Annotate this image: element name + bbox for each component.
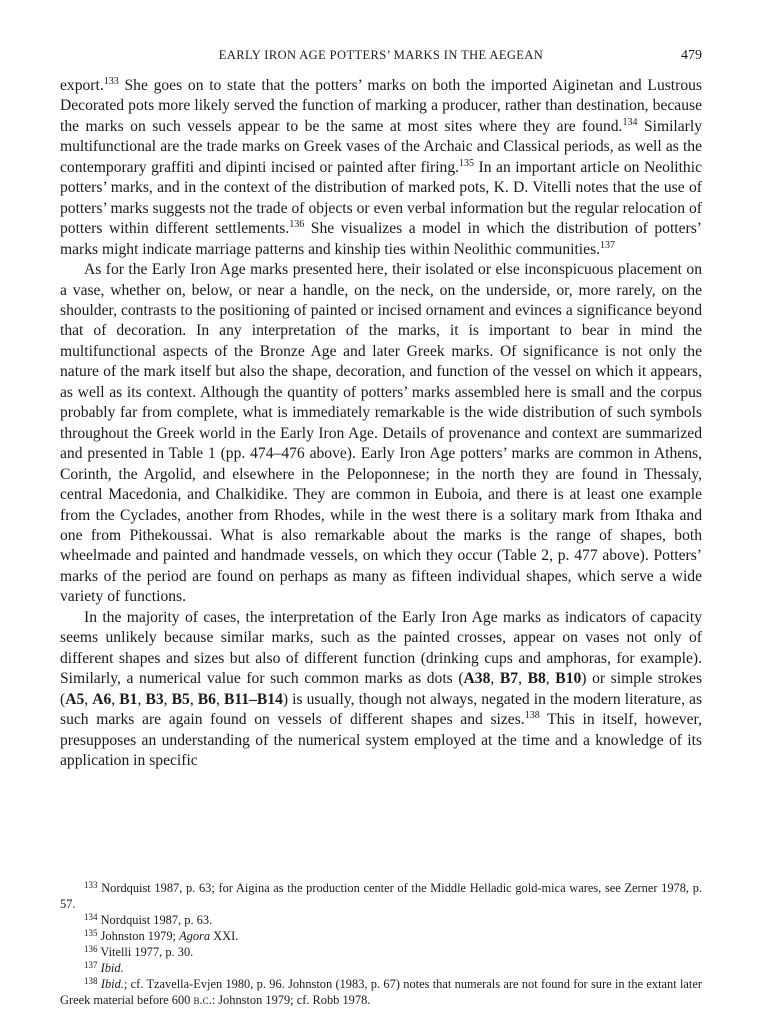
- footnote-number: 135: [84, 928, 98, 938]
- footnote-ref-138: 138: [524, 710, 540, 722]
- catalog-ref: B11–B14: [223, 690, 283, 708]
- footnote-text: Vitelli 1977, p. 30.: [100, 945, 194, 959]
- separator: ,: [490, 670, 500, 688]
- footnote-text: ; cf. Tzavella-Evjen 1980, p. 96. Johnston (1983, p. 67) notes that numerals are not found for sure in the extant later Greek material before 600: [60, 977, 702, 1007]
- text-segment: This in itself, however, presupposes an understanding of the numerical system employed at the time and a knowledge of its application in specific: [60, 711, 702, 769]
- paragraph-1: [60, 76, 702, 260]
- footnote-text: : Johnston 1979; cf. Robb 1978.: [211, 993, 371, 1007]
- footnotes: [60, 880, 702, 1008]
- footnote-number: 133: [84, 880, 98, 890]
- footnote-136: [60, 944, 702, 960]
- footnote-italic: Agora: [179, 929, 211, 943]
- text-segment: She visualizes a model in which the distribution of potters’ marks might indicate marriage patterns and kinship ties within Neolithic communities.: [60, 220, 702, 258]
- footnote-number: 136: [84, 944, 98, 954]
- catalog-ref: B1: [119, 690, 138, 708]
- separator: ,: [111, 690, 120, 708]
- footnote-number: 134: [84, 912, 98, 922]
- text-segment: She goes on to state that the potters’ marks on both the imported Aiginetan and Lustrous Decorated pots more likely served the function of marking a producer, rather than destination, because the marks on such vessels appear to be the same at most sites where they are found.: [60, 77, 702, 135]
- text-segment: ) or simple strokes (: [60, 670, 703, 708]
- page-header: [60, 48, 702, 70]
- separator: ,: [163, 690, 172, 708]
- body-text: [60, 76, 702, 771]
- footnote-smallcaps: b.c.: [193, 993, 212, 1007]
- footnote-134: [60, 912, 702, 928]
- footnote-135: [60, 928, 702, 944]
- footnote-text: XXI.: [210, 929, 239, 943]
- footnote-ref-133: 133: [103, 76, 119, 87]
- text-segment: In an important article on Neolithic potters’ marks, and in the context of the distribution of marked pots, K. D. Vitelli notes that the use of potters’ marks suggests not the trade of objects or even verbal information but the regular relocation of potters within different settlements.: [60, 158, 702, 238]
- footnote-138: [60, 976, 702, 1008]
- separator: ,: [215, 690, 224, 708]
- paragraph-3: [60, 608, 702, 772]
- footnote-ref-134: 134: [622, 116, 638, 128]
- running-title: EARLY IRON AGE POTTERS’ MARKS IN THE AEGEAN: [218, 48, 544, 62]
- separator: ,: [518, 670, 528, 688]
- footnote-number: 137: [84, 960, 98, 970]
- footnote-number: 138: [84, 976, 98, 986]
- footnote-ref-137: 137: [600, 239, 616, 251]
- footnote-text: Nordquist 1987, p. 63.: [100, 913, 213, 927]
- text-segment: ) is usually, though not always, negated in the modern literature, as such marks are again found on vessels of different shapes and sizes.: [60, 690, 703, 729]
- text-segment: Similarly multifunctional are the trade marks on Greek vases of the Archaic and Classical periods, as well as the contemporary graffiti and dipinti incised or painted after firing.: [60, 117, 702, 176]
- catalog-ref: A38: [463, 670, 491, 688]
- footnote-italic: Ibid.: [100, 977, 124, 991]
- paragraph-2: As for the Early Iron Age marks presented here, their isolated or else inconspicuous placement on a vase, whether on, below, or near a handle, on the neck, on the underside, or, more rarely, on the shoulder, contrasts to the positioning of painted or incised ornament and evinces a significance beyond that of decoration. In any interpretation of the marks, it is important to bear in mind the multifunctional aspects of the Bronze Age and later Greek marks. Of significance is not only the nature of the mark itself but also the shape, decoration, and function of the vessel on which it appears, as well as its context. Although the quantity of potters’ marks assembled here is small and the corpus probably far from complete, what is immediately remarkable is the wide distribution of such symbols throughout the Greek world in the Early Iron Age. Details of provenance and context are summarized and presented in Table 1 (pp. 474–476 above). Early Iron Age potters’ marks are common in Athens, Corinth, the Argolid, and elsewhere in the Peloponnese; in the north they are found in Thessaly, central Macedonia, and Chalkidike. They are common in Euboia, and there is at least one example from the Cyclades, another from Rhodes, while in the west there is a solitary mark from Ithaka and one from Pithekoussai. What is also remarkable about the marks is the range of shapes, both wheelmade and painted and handmade vessels, on which they occur (Table 2, p. 477 above). Potters’ marks of the period are found on perhaps as many as fifteen individual shapes, which serve a wide variety of functions.: [60, 261, 702, 606]
- footnote-ref-136: 136: [289, 219, 305, 231]
- catalog-ref: B6: [197, 690, 216, 708]
- footnote-text: Johnston 1979;: [100, 929, 180, 943]
- catalog-ref: B5: [171, 690, 190, 708]
- text-segment: export.: [60, 77, 104, 94]
- footnote-133: [60, 880, 702, 912]
- footnote-italic: Ibid.: [100, 961, 124, 975]
- catalog-ref: B7: [499, 670, 519, 688]
- text-segment: In the majority of cases, the interpretation of the Early Iron Age marks as indicators of capacity seems unlikely because similar marks, such as the painted crosses, appear on vases not only of different shapes and sizes but also of different function (drinking cups and amphoras, for example). Similarly, a numerical value for such common marks as dots (: [60, 608, 702, 688]
- separator: ,: [137, 690, 146, 708]
- catalog-ref: A5: [65, 690, 85, 708]
- footnote-137: [60, 960, 702, 976]
- page-number: 479: [681, 48, 702, 63]
- footnote-text: Nordquist 1987, p. 63; for Aigina as the production center of the Middle Helladic gold-mica wares, see Zerner 1978, p. 57.: [60, 881, 702, 911]
- catalog-ref: B3: [145, 690, 164, 708]
- separator: ,: [84, 690, 93, 708]
- separator: ,: [189, 690, 198, 708]
- catalog-ref: B10: [555, 670, 582, 688]
- catalog-ref: B8: [527, 670, 546, 688]
- footnote-ref-135: 135: [459, 157, 475, 169]
- catalog-ref: A6: [92, 690, 112, 708]
- separator: ,: [545, 670, 556, 688]
